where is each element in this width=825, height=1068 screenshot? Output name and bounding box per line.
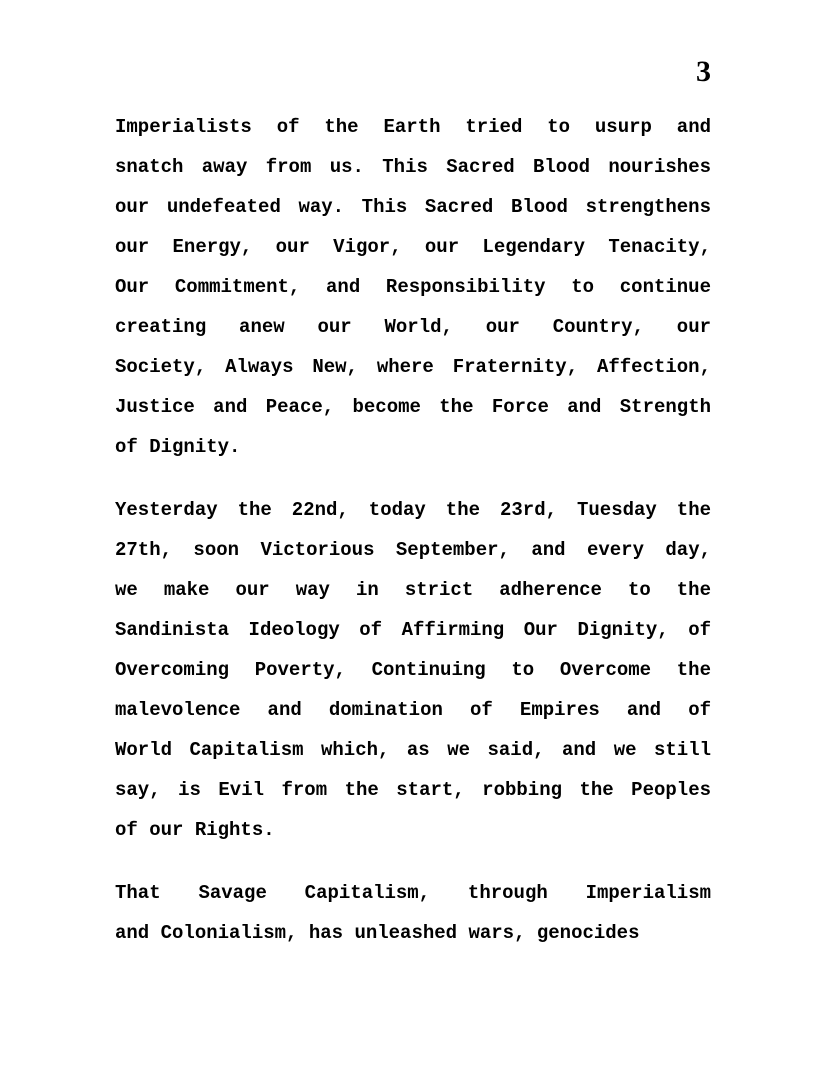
text-line: our Energy, our Vigor, our Legendary Tenacity, (115, 236, 711, 258)
text-line: our undefeated way. This Sacred Blood strengthens (115, 196, 711, 218)
paragraph (115, 873, 711, 953)
text-line: of Dignity. (115, 436, 241, 458)
text-line: Yesterday the 22nd, today the 23rd, Tuesday the (115, 499, 711, 521)
text-line: Sandinista Ideology of Affirming Our Dignity, of (115, 619, 711, 641)
text-line: we make our way in strict adherence to the (115, 579, 711, 601)
text-line: Our Commitment, and Responsibility to continue (115, 276, 711, 298)
paragraph (115, 107, 711, 467)
text-line: malevolence and domination of Empires and of (115, 699, 711, 721)
text-line: of our Rights. (115, 819, 275, 841)
text-line: That Savage Capitalism, through Imperialism (115, 882, 711, 904)
text-line: snatch away from us. This Sacred Blood nourishes (115, 156, 711, 178)
text-line: say, is Evil from the start, robbing the Peoples (115, 779, 711, 801)
text-line: 27th, soon Victorious September, and every day, (115, 539, 711, 561)
text-line: Overcoming Poverty, Continuing to Overcome the (115, 659, 711, 681)
text-line: World Capitalism which, as we said, and we still (115, 739, 711, 761)
document-body (115, 107, 711, 976)
paragraph (115, 490, 711, 850)
text-line: creating anew our World, our Country, our (115, 316, 711, 338)
text-line: and Colonialism, has unleashed wars, genocides (115, 922, 640, 944)
text-line: Society, Always New, where Fraternity, Affection, (115, 356, 711, 378)
text-line: Imperialists of the Earth tried to usurp and (115, 116, 711, 138)
text-line: Justice and Peace, become the Force and Strength (115, 396, 711, 418)
page-number: 3 (696, 55, 711, 88)
